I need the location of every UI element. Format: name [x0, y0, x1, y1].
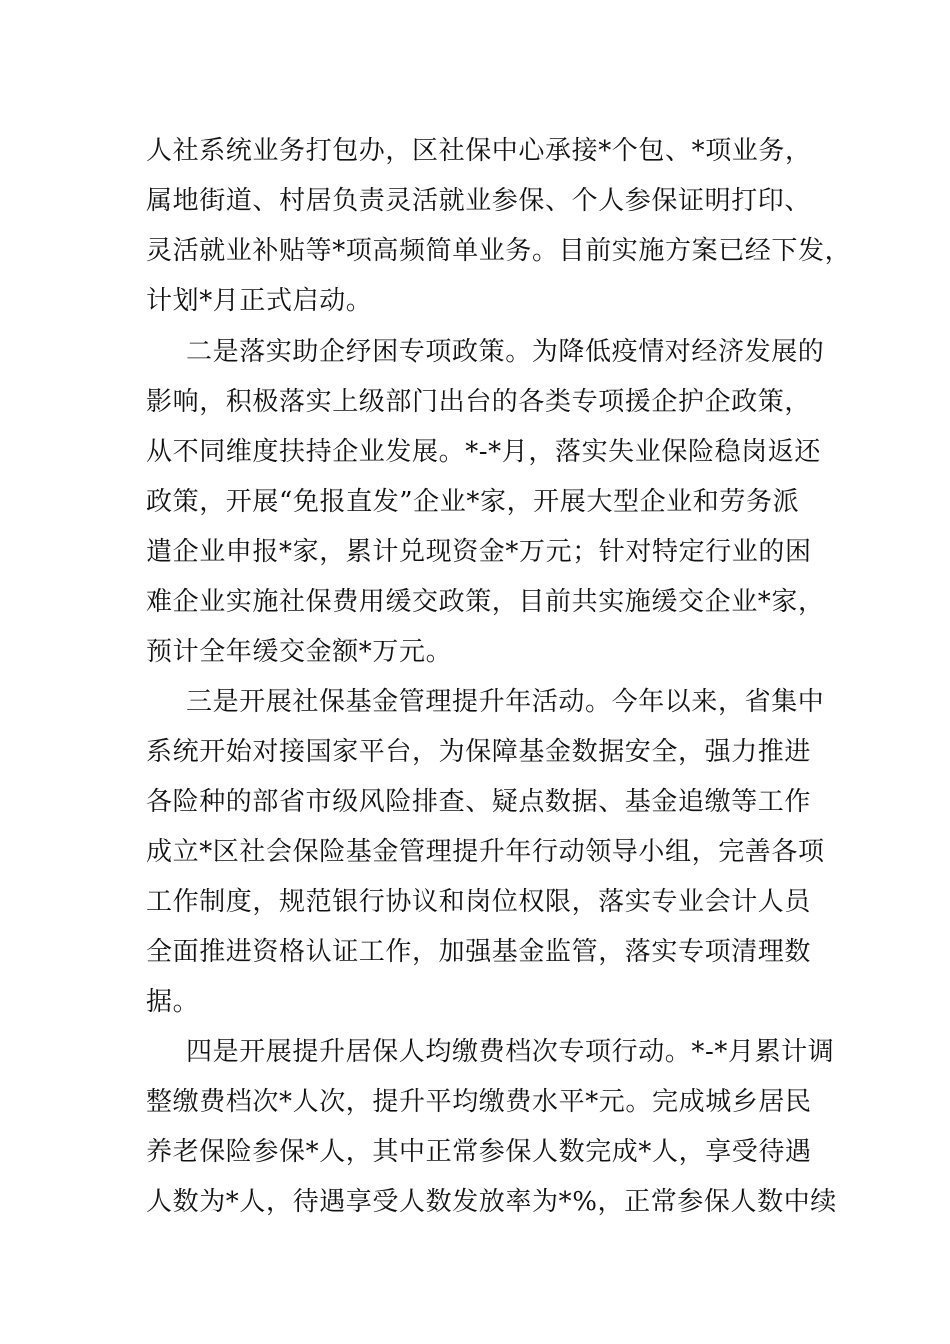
paragraph-3-line-2: 系统开始对接国家平台，为保障基金数据安全，强力推进 — [146, 737, 812, 767]
paragraph-3-line-4: 成立*区社会保险基金管理提升年行动领导小组，完善各项 — [146, 837, 825, 867]
paragraph-2-line-7: 预计全年缓交金额*万元。 — [146, 637, 453, 667]
paragraph-3-line-3: 各险种的部省市级风险排查、疑点数据、基金追缴等工作 — [146, 787, 812, 817]
paragraph-2-line-2: 影响，积极落实上级部门出台的各类专项援企护企政策， — [146, 387, 812, 417]
paragraph-4-line-2: 整缴费档次*人次，提升平均缴费水平*元。完成城乡居民 — [146, 1087, 812, 1117]
paragraph-3-line-1: 三是开展社保基金管理提升年活动。今年以来，省集中 — [186, 687, 825, 717]
paragraph-2-line-3: 从不同维度扶持企业发展。*-*月，落实失业保险稳岗返还 — [146, 437, 821, 467]
paragraph-3-line-5: 工作制度，规范银行协议和岗位权限，落实专业会计人员 — [146, 887, 812, 917]
paragraph-2-line-4: 政策，开展“免报直发”企业*家，开展大型企业和劳务派 — [146, 487, 800, 517]
paragraph-1-line-3: 灵活就业补贴等*项高频简单业务。目前实施方案已经下发， — [146, 236, 852, 266]
paragraph-1-line-2: 属地街道、村居负责灵活就业参保、个人参保证明打印、 — [146, 186, 812, 216]
paragraph-3-line-7: 据。 — [146, 987, 200, 1017]
paragraph-4-line-4: 人数为*人，待遇享受人数发放率为*%，正常参保人数中续 — [146, 1187, 837, 1217]
paragraph-4-line-3: 养老保险参保*人，其中正常参保人数完成*人，享受待遇 — [146, 1137, 812, 1167]
paragraph-3-line-6: 全面推进资格认证工作，加强基金监管，落实专项清理数 — [146, 937, 812, 967]
paragraph-1-line-1: 人社系统业务打包办，区社保中心承接*个包、*项业务， — [146, 136, 812, 166]
paragraph-1-line-4: 计划*月正式启动。 — [146, 286, 373, 316]
paragraph-4-line-1: 四是开展提升居保人均缴费档次专项行动。*-*月累计调 — [186, 1037, 835, 1067]
paragraph-2-line-1: 二是落实助企纾困专项政策。为降低疫情对经济发展的 — [186, 337, 825, 367]
paragraph-2-line-6: 难企业实施社保费用缓交政策，目前共实施缓交企业*家， — [146, 587, 825, 617]
paragraph-2-line-5: 遣企业申报*家，累计兑现资金*万元；针对特定行业的困 — [146, 537, 812, 567]
